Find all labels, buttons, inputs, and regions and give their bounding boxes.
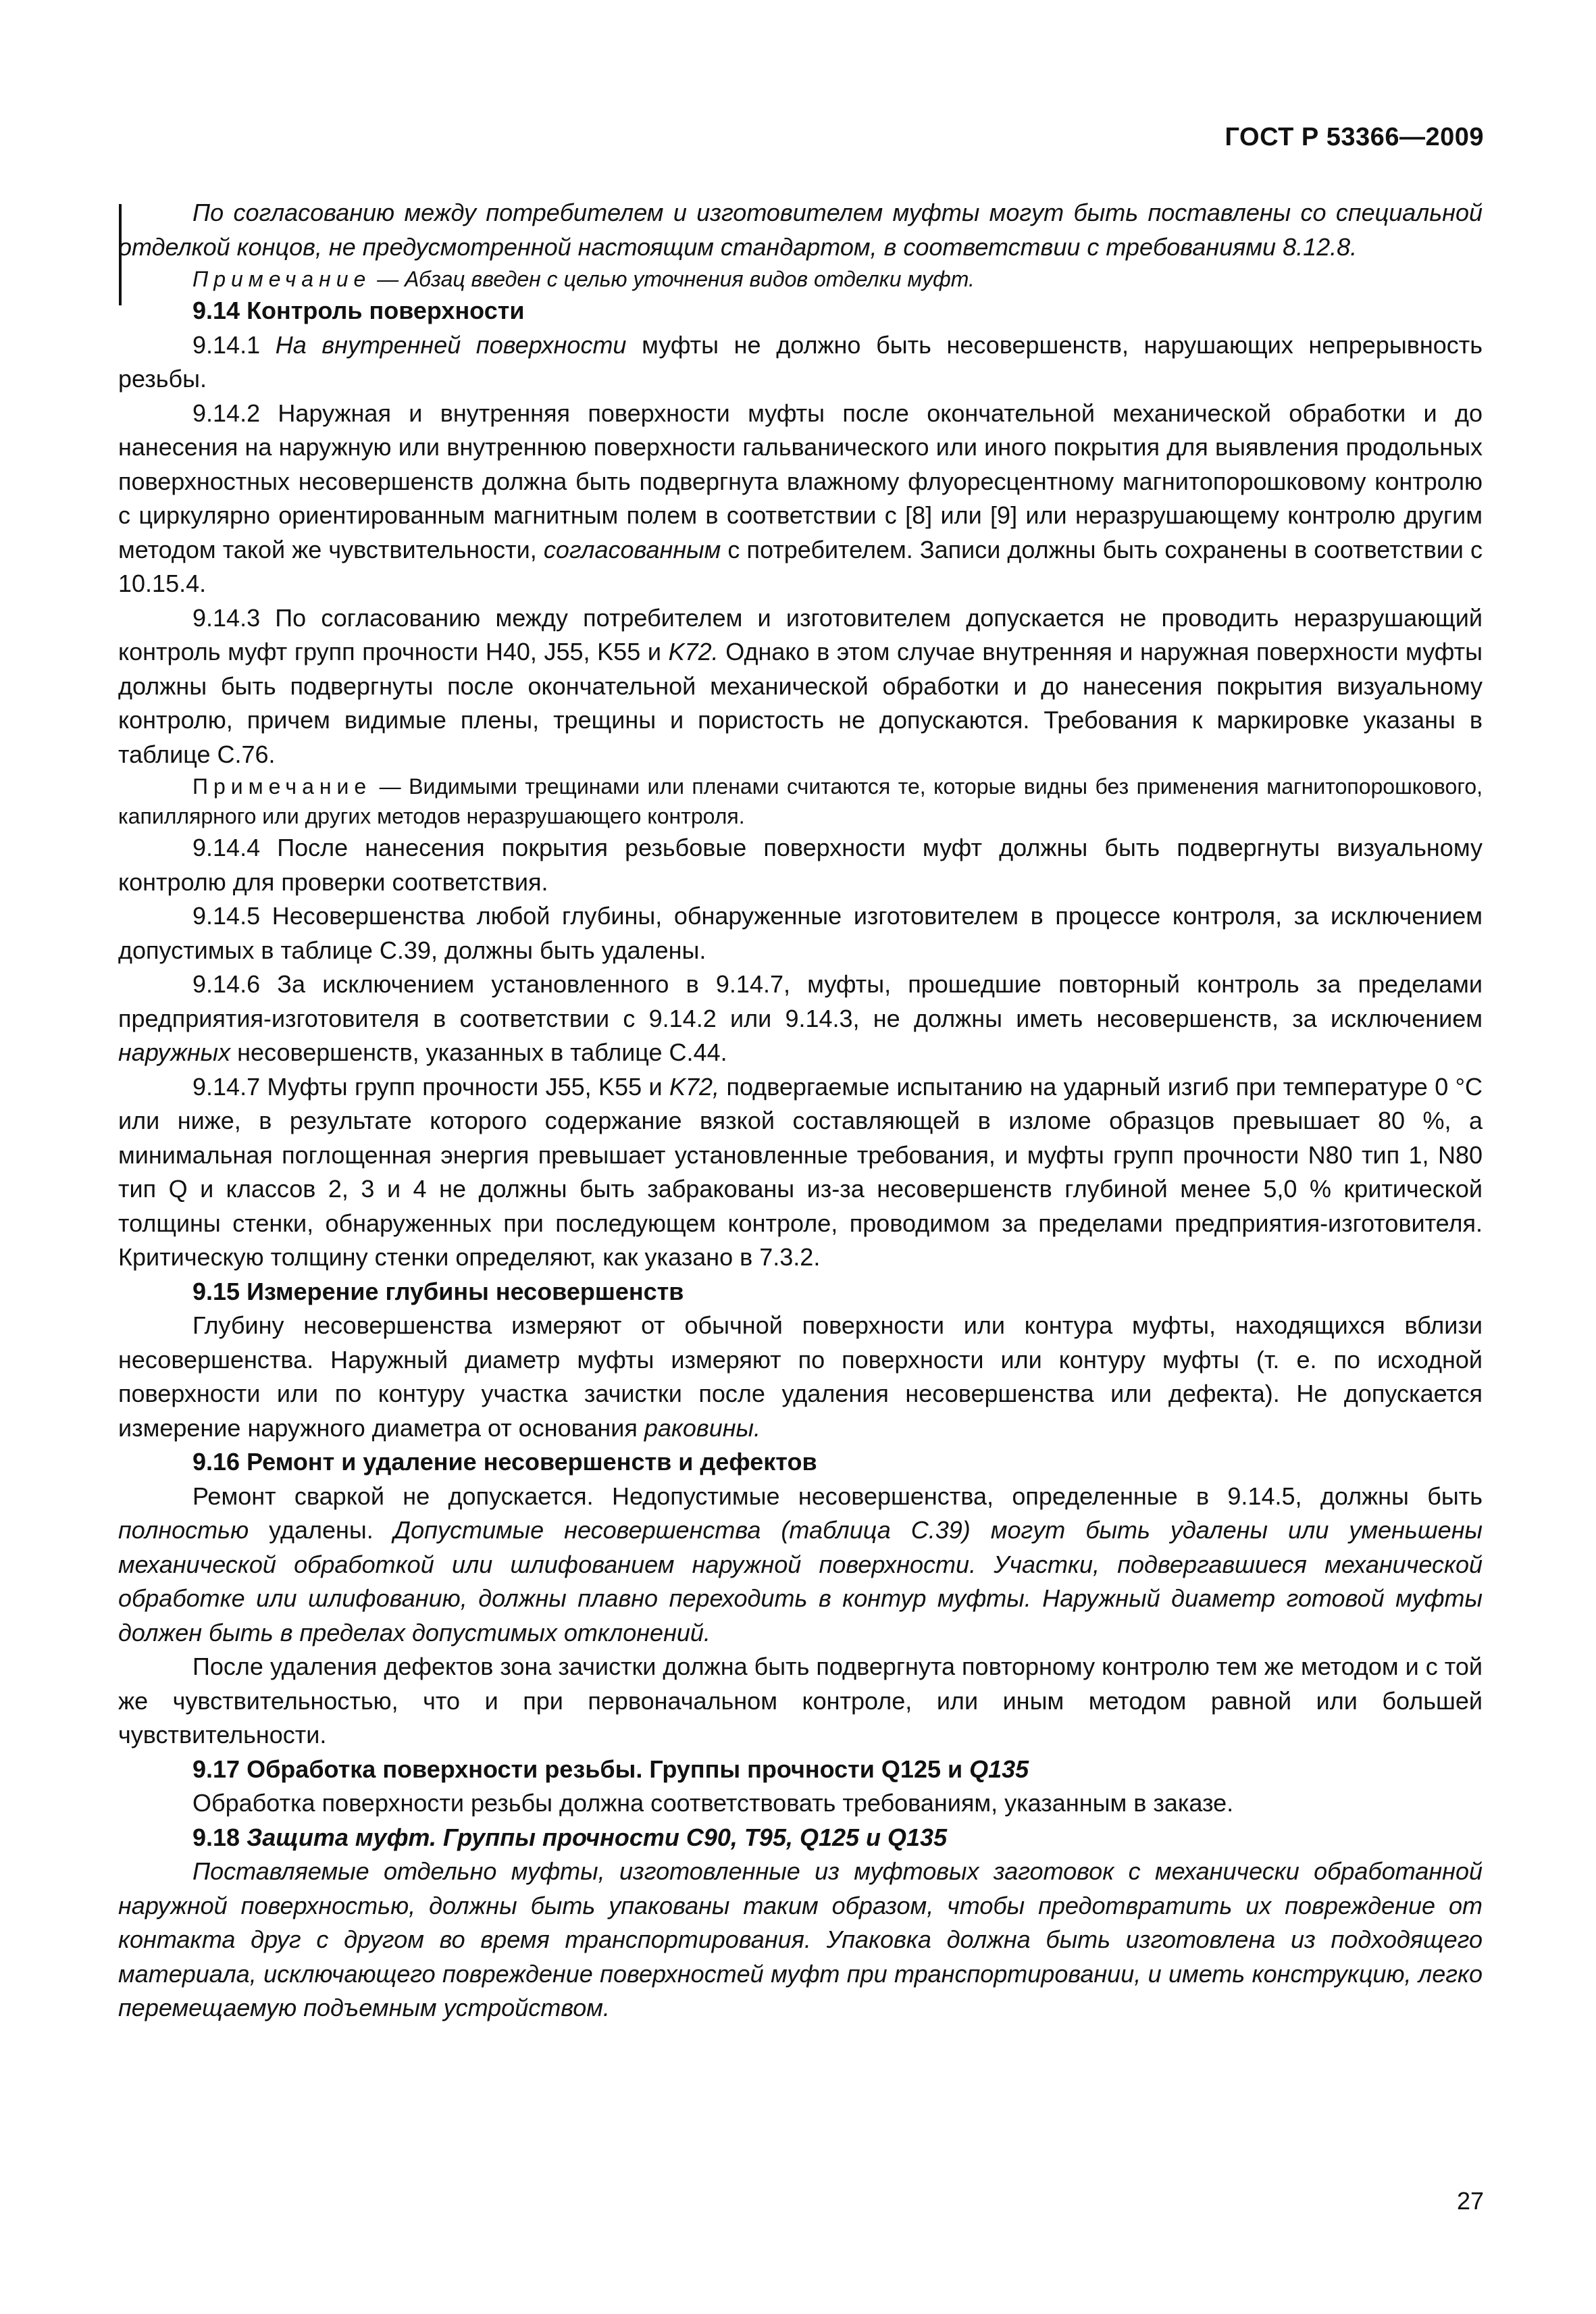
paragraph-text: 9.14.2 Наружная и внутренняя поверхности муфты после окончательной механической обработки и до нанесения на наружную или внутреннюю поверхности гальванического или иного покрытия для выявления продольных поверхностных несовершенств должна быть подвергнута влажному флуоресцентному магнитопорошковому контролю с циркулярно ориентированным магнитным полем в соответствии с [8] или [9] или неразрушающему контролю другим методом такой же чувствительности, — [118, 399, 1483, 563]
intro-paragraph: По согласованию между потребителем и изготовителем муфты могут быть поставлены со специальной отделкой концов, не предусмотренной настоящим стандартом, в соответствии с требованиями 8.12.8. — [118, 199, 1483, 261]
paragraph-text: Однако в этом случае внутренняя и наружная поверхности муфты должны быть подвергнуты после окончательной механической обработки и до нанесения покрытия визуальному контролю, причем видимые плены, трещины и пористость не допускаются. Требования к маркировке указаны в таблице С.76. — [118, 638, 1483, 768]
paragraph-text: Ремонт сваркой не допускается. Недопустимые несовершенства, определенные в 9.14.5, должны быть — [192, 1482, 1483, 1510]
section-heading-9-16: 9.16 Ремонт и удаление несовершенств и дефектов — [192, 1448, 817, 1476]
paragraph-9-18: Поставляемые отдельно муфты, изготовленные из муфтовых заготовок с механически обработанной наружной поверхностью, должны быть упакованы таким образом, чтобы предотвратить их повреждение от контакта друг с другом во время транспортирования. Упаковка должна быть изготовлена из подходящего материала, исключающего повреждение поверхностей муфт при транспортировании, и иметь конструкцию, легко перемещаемую подъемным устройством. — [118, 1857, 1483, 2021]
emphasis-text: K72. — [668, 638, 719, 665]
document-body — [118, 196, 1483, 2026]
section-heading-9-14: 9.14 Контроль поверхности — [192, 297, 525, 324]
emphasis-text: раковины. — [644, 1413, 761, 1442]
document-header: ГОСТ Р 53366—2009 — [1225, 123, 1484, 151]
section-heading-9-17 — [118, 1753, 1483, 1787]
section-heading-9-18 — [118, 1821, 1483, 1855]
note-label: Примечание — [192, 267, 371, 291]
paragraph-text: несовершенств, указанных в таблице С.44. — [230, 1038, 727, 1066]
emphasis-text: наружных — [118, 1038, 231, 1066]
paragraph-9-14-4: 9.14.4 После нанесения покрытия резьбовые поверхности муфт должны быть подвергнуты визуальному контролю для проверки соответствия. — [118, 834, 1483, 896]
paragraph-text: 9.14.3 По согласованию между потребителем и изготовителем допускается не проводить неразрушающий контроль муфт групп прочности Н40, J55, K55 и — [118, 603, 1483, 665]
paragraph-9-14-6 — [118, 967, 1483, 1070]
paragraph-9-16-2: После удаления дефектов зона зачистки должна быть подвергнута повторному контролю тем же методом и с той же чувствительностью, что и при первоначальном контроле, или иным методом равной или большей чувствительности. — [118, 1653, 1483, 1749]
emphasis-text: На внутренней поверхности — [275, 330, 627, 359]
paragraph-9-14-5: 9.14.5 Несовершенства любой глубины, обнаруженные изготовителем в процессе контроля, за исключением допустимых в таблице С.39, должны быть удалены. — [118, 902, 1483, 964]
paragraph-text: с потребителем. Записи должны быть сохранены в соответствии с 10.15.4. — [118, 535, 1483, 597]
heading-text: 9.17 Обработка поверхности резьбы. Группы прочности Q125 и — [192, 1755, 970, 1783]
paragraph-9-15 — [118, 1309, 1483, 1445]
paragraph-text: 9.14.7 Муфты групп прочности J55, K55 и — [192, 1072, 669, 1101]
emphasis-text: K72, — [669, 1072, 720, 1101]
clause-number: 9.14.1 — [192, 330, 276, 359]
paragraph-9-14-3 — [118, 601, 1483, 772]
paragraph-text: удалены. — [249, 1516, 394, 1544]
paragraph-9-17: Обработка поверхности резьбы должна соответствовать требованиям, указанным в заказе. — [192, 1789, 1234, 1817]
emphasis-text: Защита муфт. Группы прочности С90, Т95, Q125 и Q135 — [247, 1823, 948, 1851]
paragraph-text: подвергаемые испытанию на ударный изгиб при температуре 0 °С или ниже, в результате которого содержание вязкой составляющей в изломе образцов превышает 80 %, а минимальная поглощенная энергия превышает установленные требования, и муфты групп прочности N80 тип 1, N80 тип Q и классов 2, 3 и 4 не должны быть забракованы из-за несовершенств глубиной менее 5,0 % критической толщины стенки, обнаруженных при последующем контроле, проводимом за пределами предприятия-изготовителя. Критическую толщину стенки определяют, как указано в 7.3.2. — [118, 1072, 1483, 1271]
page-number: 27 — [1456, 2187, 1484, 2215]
emphasis-text: Q135 — [969, 1755, 1029, 1783]
paragraph-text: Глубину несовершенства измеряют от обычной поверхности или контура муфты, находящихся вблизи несовершенства. Наружный диаметр муфты измеряют по поверхности или контуру муфты (т. е. по исходной поверхности или по контуру участка зачистки после удаления несовершенства или дефекта). Не допускается измерение наружного диаметра от основания — [118, 1311, 1483, 1442]
paragraph-text: муфты не должно быть несовершенств, нарушающих непрерывность резьбы. — [118, 330, 1483, 393]
note-text: — Видимыми трещинами или пленами считаются те, которые видны без применения магнитопорошкового, капиллярного или других методов неразрушающего контроля. — [118, 774, 1483, 828]
paragraph-text: 9.14.6 За исключением установленного в 9.14.7, муфты, прошедшие повторный контроль за пределами предприятия-изготовителя в соответствии с 9.14.2 или 9.14.3, не должны иметь несовершенств, за исключением — [118, 970, 1483, 1032]
note-label: Примечание — [192, 774, 372, 799]
clause-number: 9.18 — [192, 1823, 247, 1851]
emphasis-text: согласованным — [543, 535, 721, 563]
section-heading-9-15: 9.15 Измерение глубины несовершенств — [192, 1277, 684, 1305]
emphasis-text: Допустимые несовершенства (таблица С.39) могут быть удалены или уменьшены механической обработкой или шлифованием наружной поверхности. Участки, подвергавшиеся механической обработке или шлифованию, должны плавно переходить в контур муфты. Наружный диаметр готовой муфты должен быть в пределах допустимых отклонений. — [118, 1516, 1483, 1646]
paragraph-9-14-2 — [118, 397, 1483, 601]
paragraph-9-14-1 — [118, 328, 1483, 397]
paragraph-9-14-7 — [118, 1070, 1483, 1275]
intro-note — [118, 264, 1483, 294]
emphasis-text: полностью — [118, 1516, 249, 1544]
note-9-14-3 — [118, 772, 1483, 831]
note-text: — Абзац введен с целью уточнения видов отделки муфт. — [371, 267, 975, 291]
paragraph-9-16-1 — [118, 1480, 1483, 1651]
